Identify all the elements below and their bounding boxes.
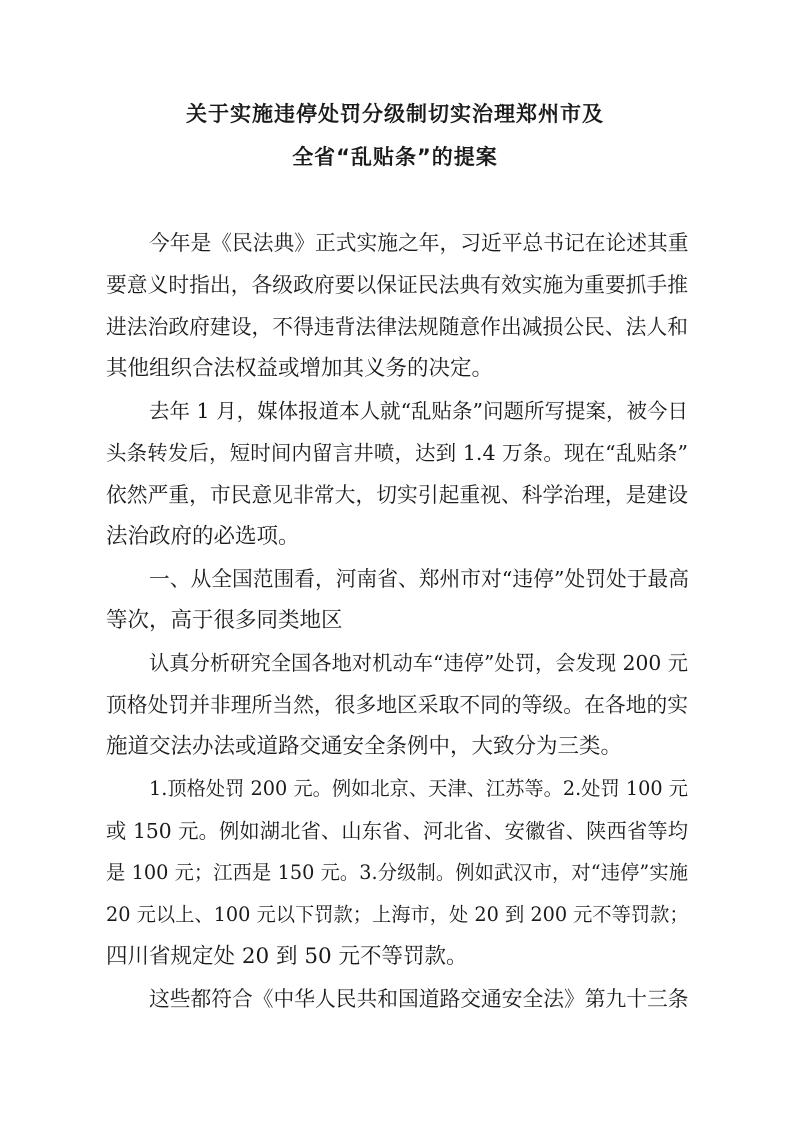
paragraph-line: 20 元以上、100 元以下罚款；上海市，处 20 到 200 元不等罚款； [106, 903, 689, 926]
paragraph-line: 等次，高于很多同类地区 [106, 608, 343, 633]
paragraph-line: 或 150 元。例如湖北省、山东省、河北省、安徽省、陕西省等均 [106, 819, 688, 843]
paragraph-line: 去年 1 月，媒体报道本人就“乱贴条”问题所写提案，被今日 [149, 399, 689, 423]
paragraph-line: 今年是《民法典》正式实施之年，习近平总书记在论述其重 [149, 231, 689, 255]
document-title-line-2: 全省“乱贴条”的提案 [292, 145, 498, 169]
paragraph-line: 法治政府的必选项。 [106, 524, 300, 549]
paragraph-line: 头条转发后，短时间内留言井喷，达到 1.4 万条。现在“乱贴条” [106, 441, 688, 465]
paragraph-line: 认真分析研究全国各地对机动车“违停”处罚，会发现 200 元 [149, 651, 688, 675]
paragraph-line: 依然严重，市民意见非常大，切实引起重视、科学治理，是建设 [106, 483, 688, 507]
document-title-line-1: 关于实施违停处罚分级制切实治理郑州市及 [186, 102, 604, 126]
paragraph-line: 这些都符合《中华人民共和国道路交通安全法》第九十三条 [149, 987, 689, 1011]
paragraph-line: 1.顶格处罚 200 元。例如北京、天津、江苏等。2.处罚 100 元 [149, 777, 688, 800]
paragraph-line: 其他组织合法权益或增加其义务的决定。 [106, 356, 494, 381]
paragraph-line: 是 100 元；江西是 150 元。3.分级制。例如武汉市，对“违停”实施 [106, 861, 688, 884]
paragraph-line: 施道交法办法或道路交通安全条例中，大致分为三类。 [106, 734, 623, 759]
paragraph-line: 顶格处罚并非理所当然，很多地区采取不同的等级。在各地的实 [106, 693, 688, 717]
paragraph-line: 进法治政府建设，不得违背法律法规随意作出减损公民、法人和 [106, 315, 688, 339]
paragraph-line: 四川省规定处 20 到 50 元不等罚款。 [106, 944, 468, 969]
paragraph-line: 要意义时指出，各级政府要以保证民法典有效实施为重要抓手推 [106, 273, 688, 297]
paragraph-line: 一、从全国范围看，河南省、郑州市对“违停”处罚处于最高 [149, 567, 689, 591]
